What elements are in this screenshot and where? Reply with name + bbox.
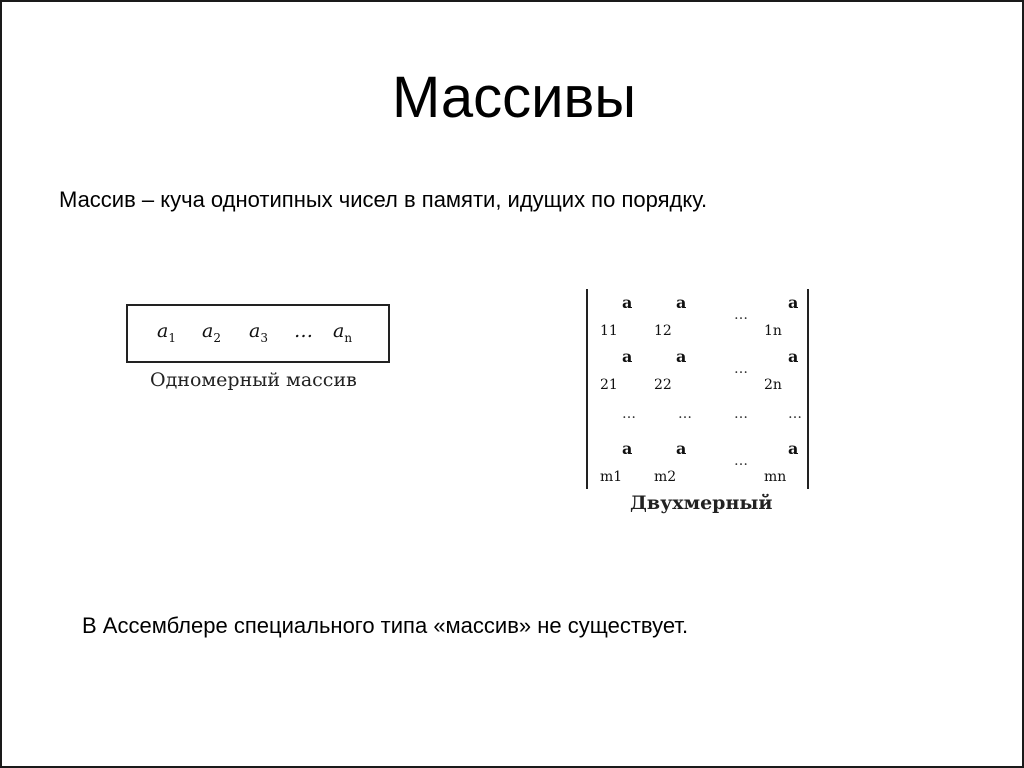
matrix-subscript: m2 [654, 469, 677, 485]
matrix-ellipsis: … [622, 406, 637, 422]
matrix-right-bracket [807, 289, 809, 489]
matrix-letter: a [676, 293, 687, 312]
matrix-ellipsis: … [678, 406, 693, 422]
matrix-letter: a [788, 347, 799, 366]
array-cell: $a_n$ [333, 320, 353, 345]
array-ellipsis: … [294, 320, 313, 342]
array-cell: $a_2$ [202, 320, 221, 345]
matrix-subscript: 12 [654, 323, 672, 339]
matrix-letter: a [788, 293, 799, 312]
matrix-subscript: m1 [600, 469, 623, 485]
matrix-subscript: 22 [654, 377, 672, 393]
intro-text: Массив – куча однотипных чисел в памяти, идущих по порядку. [59, 187, 708, 212]
array-cell: $a_1$ [157, 320, 176, 345]
matrix-subscript: 1n [764, 323, 782, 339]
matrix-letter: a [622, 293, 633, 312]
two-dim-caption: Двухмерный [630, 492, 773, 514]
slide-title: Массивы [391, 65, 637, 130]
matrix-ellipsis: … [788, 406, 803, 422]
matrix-ellipsis: … [734, 453, 749, 469]
matrix-letter: a [676, 439, 687, 458]
matrix-ellipsis: … [734, 406, 749, 422]
one-dim-array-box [126, 304, 390, 363]
matrix-ellipsis: … [734, 307, 749, 323]
matrix-letter: a [788, 439, 799, 458]
array-cell: $a_3$ [249, 320, 268, 345]
matrix-subscript: mn [764, 469, 787, 485]
matrix-subscript: 21 [600, 377, 618, 393]
footer-text: В Ассемблере специального типа «массив» не существует. [82, 613, 689, 638]
matrix-letter: a [622, 439, 633, 458]
matrix-letter: a [676, 347, 687, 366]
one-dim-caption: Одномерный массив [150, 369, 357, 391]
matrix-letter: a [622, 347, 633, 366]
matrix-ellipsis: … [734, 361, 749, 377]
matrix-left-bracket [586, 289, 588, 489]
matrix-subscript: 2n [764, 377, 782, 393]
matrix-subscript: 11 [600, 323, 618, 339]
